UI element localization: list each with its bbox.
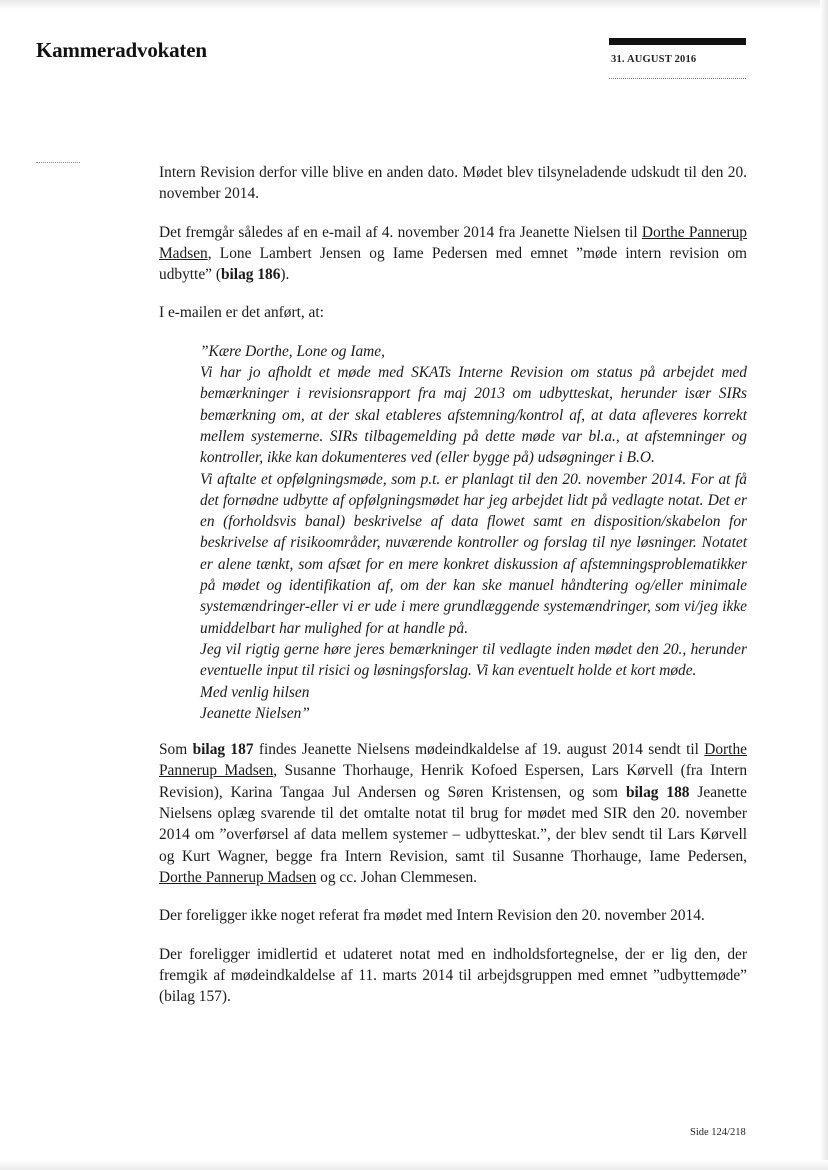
paragraph-4-text-e: og cc. Johan Clemmesen.	[316, 868, 478, 886]
paragraph-2	[159, 222, 747, 286]
paragraph-4-text-b: findes Jeanette Nielsens mødeindkaldelse af 19. august 2014 sendt til	[253, 741, 705, 759]
bilag-188-ref: bilag 188	[625, 783, 690, 801]
quote-paragraph-2: Vi aftalte et opfølgningsmøde, som p.t. er planlagt til den 20. november 2014. For at få det fornødne udbytte af opfølgningsmødet har jeg arbejdet lidt på vedlagte notat. Det er en (forholdsvis banal) beskrivelse af data flowet samt en disposition/skabelon for beskrivelse af risikoområder, nuværende kontroller og forslag til nye løsninger. Notatet er alene tænkt, som afsæt for en mere konkret diskussion af afstemningsproblematikker på mødet og identifikation af, om der kan ske manuel håndtering og/eller minimale systemændringer-eller vi er ude i mere grundlæggende systemændringer, som vi/jeg ikke umiddelbart har mulighed for at handle på.	[200, 470, 747, 637]
scan-edge-top	[0, 0, 828, 10]
paragraph-1: Intern Revision derfor ville blive en anden dato. Mødet blev tilsyneladende udskudt til den 20. november 2014.	[159, 164, 747, 203]
scan-edge-bottom	[0, 1160, 828, 1170]
paragraph-4-text-c: , Susanne Thorhauge, Henrik Kofoed Espersen, Lars Kørvell (fra Intern Revision), Karina Tangaa Jul Andersen og Søren Kristensen, og som	[159, 762, 748, 801]
margin-dotted-rule	[36, 162, 80, 163]
link-dorthe-pannerup-madsen-2[interactable]: Dorthe Pannerup Madsen	[159, 741, 747, 780]
paragraph-5: Der foreligger ikke noget referat fra mødet med Intern Revision den 20. november 2014.	[159, 907, 705, 925]
paragraph-2-text-b: , Lone Lambert Jensen og Iame Pedersen med emnet ”møde intern revision om udbytte” (	[159, 244, 747, 284]
paragraph-2-text-c: ).	[280, 266, 290, 284]
scan-edge-right	[820, 0, 828, 1170]
quote-paragraph-1: Vi har jo afholdt et møde med SKATs Interne Revision om status på arbejdet med bemærkninger i revisionsrapport fra maj 2013 om udbytteskat, herunder især SIRs bemærkning om, at der skal etableres afstemning/kontrol af, at data afleveres korrekt mellem systemerne. SIRs tilbagemelding på dette møde var bl.a., at afstemninger og kontroller, ikke kan dokumenteres ved (eller bygge på) udsøgninger i B.O.	[200, 364, 747, 467]
paragraph-6: Der foreligger imidlertid et udateret notat med en indholdsfortegnelse, der er lig den, der fremgik af mødeindkaldelse af 11. marts 2014 til arbejdsgruppen med emnet ”udbyttemøde” (bilag 157).	[159, 945, 747, 1006]
link-dorthe-pannerup-madsen[interactable]: Dorthe Pannerup Madsen	[159, 223, 747, 262]
date-bar	[609, 38, 746, 45]
paragraph-4	[159, 739, 747, 888]
paragraph-3: I e-mailen er det anført, at:	[159, 304, 324, 322]
email-quote	[200, 341, 747, 724]
link-dorthe-pannerup-madsen-3[interactable]: Dorthe Pannerup Madsen	[159, 868, 317, 886]
brand-name: Kammeradvokaten	[36, 38, 207, 62]
quote-closing: Med venlig hilsen	[200, 683, 310, 701]
page-number: Side 124/218	[690, 1127, 746, 1138]
bilag-187-ref: bilag 187	[192, 741, 254, 759]
quote-signature: Jeanette Nielsen”	[200, 704, 310, 722]
page-body	[159, 162, 747, 1024]
document-date: 31. AUGUST 2016	[611, 54, 697, 65]
quote-paragraph-3: Jeg vil rigtig gerne høre jeres bemærkninger til vedlagte inden mødet den 20., herunder eventuelle input til risici og løsningsforslag. Vi kan eventuelt holde et kort møde.	[200, 640, 747, 680]
paragraph-4-text-a: Som	[159, 741, 193, 759]
date-dotted-rule	[609, 78, 746, 79]
quote-greeting: ”Kære Dorthe, Lone og Iame,	[200, 342, 385, 360]
bilag-186-ref: bilag 186	[220, 266, 281, 284]
paragraph-4-text-d: Jeanette Nielsens oplæg svarende til det omtalte notat til brug for mødet med SIR den 20. november 2014 om ”overførsel af data mellem systemer – udbytteskat.”, der blev sendt til Lars Kørvell og Kurt Wagner, begge fra Intern Revision, samt til Susanne Thorhauge, Iame Pedersen,	[159, 783, 747, 865]
paragraph-2-text-a: Det fremgår således af en e-mail af 4. november 2014 fra Jeanette Nielsen til	[159, 223, 642, 241]
